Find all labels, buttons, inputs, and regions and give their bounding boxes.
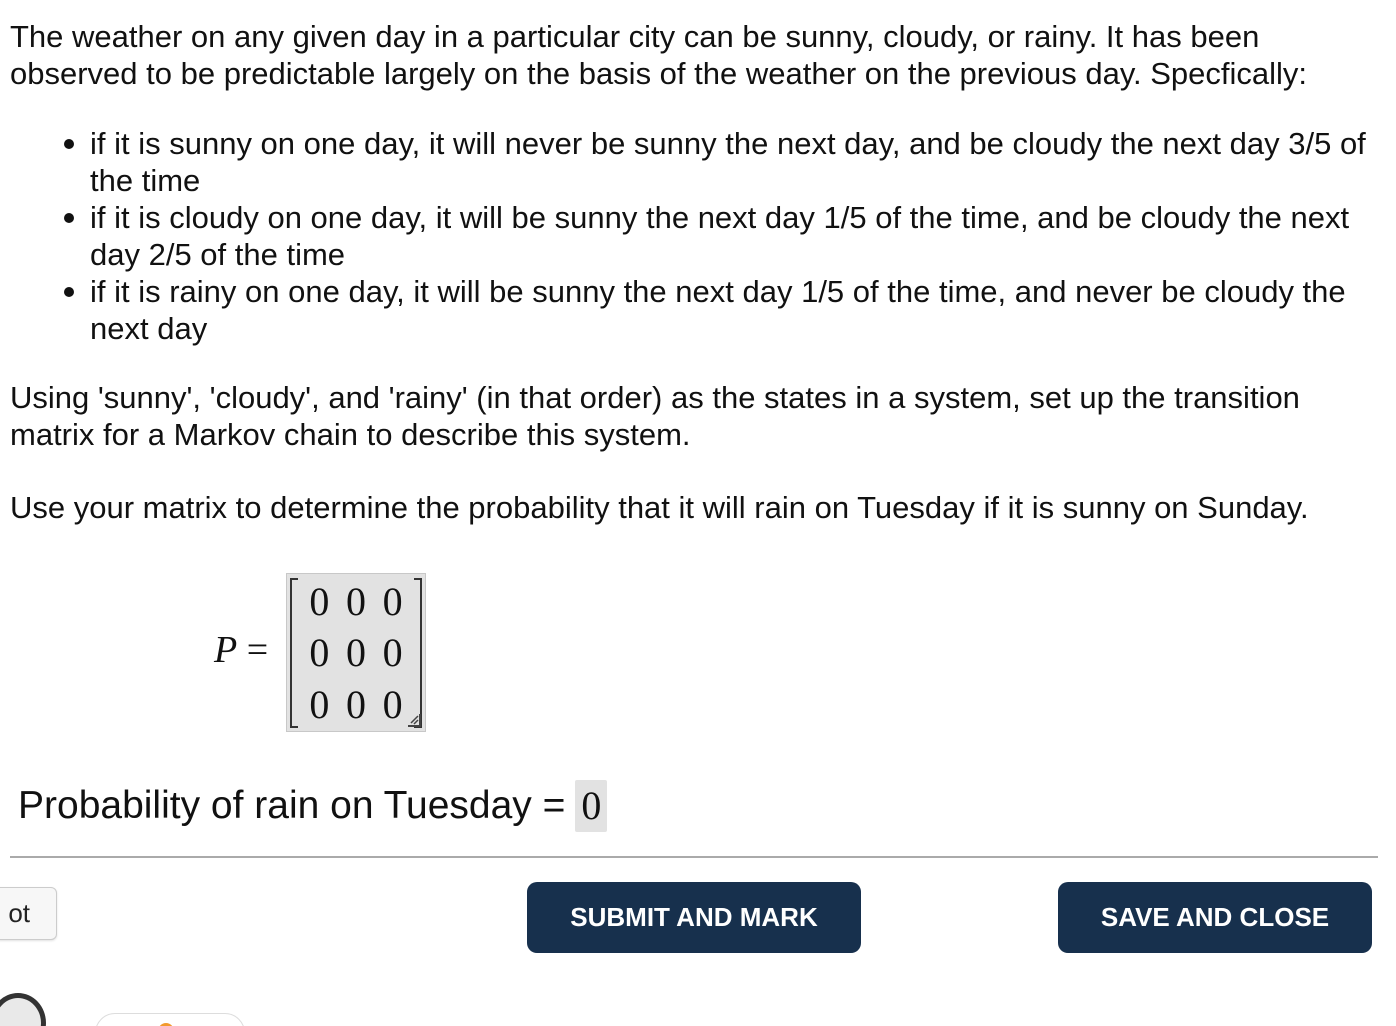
- save-and-close-button[interactable]: SAVE AND CLOSE: [1058, 882, 1372, 953]
- problem-question: Use your matrix to determine the probability that it will rain on Tuesday if it is sunny on Sunday.: [10, 490, 1309, 525]
- probability-label: Probability of rain on Tuesday =: [18, 784, 566, 827]
- probability-answer-input[interactable]: 0: [575, 780, 607, 832]
- matrix-cell-r3c3[interactable]: 0: [382, 681, 403, 727]
- matrix-cell-r3c1[interactable]: 0: [309, 681, 330, 727]
- partial-left-button[interactable]: ot: [0, 887, 57, 940]
- transition-matrix-input[interactable]: [286, 573, 426, 732]
- matrix-variable: P: [214, 629, 238, 671]
- rule-sunny: if it is sunny on one day, it will never be sunny the next day, and be cloudy the next day 3/5 of the time: [90, 125, 1380, 199]
- divider: [10, 856, 1378, 858]
- matrix-cell-r2c1[interactable]: 0: [309, 630, 330, 676]
- matrix-label: [214, 628, 268, 672]
- left-bracket: [290, 578, 298, 728]
- matrix-grid: [301, 576, 411, 730]
- matrix-cell-r1c2[interactable]: 0: [345, 579, 366, 625]
- matrix-cell-r2c3[interactable]: 0: [382, 630, 403, 676]
- partial-circle-icon[interactable]: [0, 993, 46, 1026]
- partial-pill-widget[interactable]: [95, 1013, 245, 1026]
- matrix-cell-r2c2[interactable]: 0: [345, 630, 366, 676]
- rule-cloudy: if it is cloudy on one day, it will be sunny the next day 1/5 of the time, and be cloudy the next day 2/5 of the time: [90, 199, 1380, 273]
- matrix-equals-sign: =: [246, 629, 269, 671]
- submit-and-mark-button[interactable]: SUBMIT AND MARK: [527, 882, 861, 953]
- matrix-cell-r3c2[interactable]: 0: [345, 681, 366, 727]
- rules-list: [90, 125, 1380, 347]
- matrix-cell-r1c3[interactable]: 0: [382, 579, 403, 625]
- probability-row: [18, 780, 607, 832]
- resize-handle-icon[interactable]: [405, 711, 423, 729]
- rule-rainy: if it is rainy on one day, it will be sunny the next day 1/5 of the time, and never be cloudy the next day: [90, 273, 1380, 347]
- right-bracket: [414, 578, 422, 728]
- problem-setup: Using 'sunny', 'cloudy', and 'rainy' (in that order) as the states in a system, set up the transition matrix for a Markov chain to describe this system.: [10, 380, 1300, 452]
- matrix-cell-r1c1[interactable]: 0: [309, 579, 330, 625]
- problem-intro: The weather on any given day in a particular city can be sunny, cloudy, or rainy. It has been observed to be predictable largely on the basis of the weather on the previous day. Specfically:: [10, 19, 1308, 91]
